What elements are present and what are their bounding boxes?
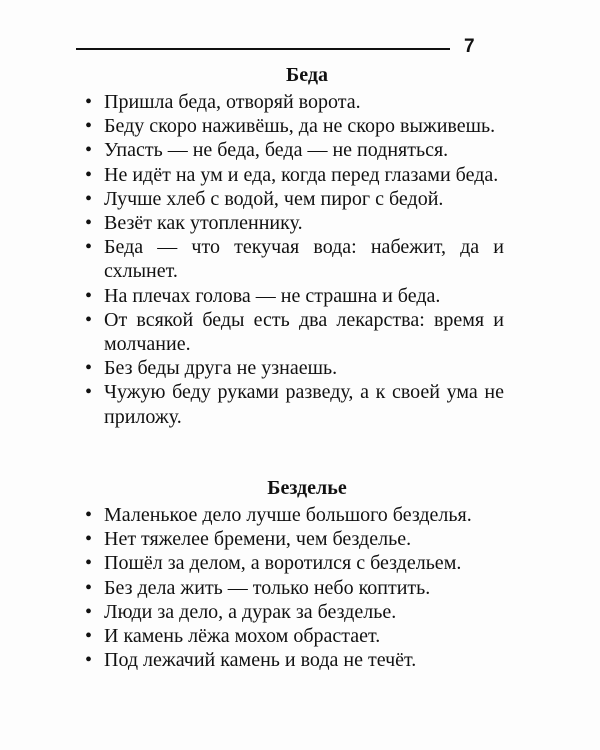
proverb-item	[84, 90, 504, 114]
bullet-icon: •	[85, 163, 93, 186]
proverb-text: На плечах голова — не страшна и беда.	[104, 284, 441, 307]
bullet-icon: •	[85, 649, 93, 672]
proverb-text: Без дела жить — только небо коптить.	[104, 576, 431, 599]
bullet-icon: •	[85, 139, 93, 162]
proverb-text: Беду скоро наживёшь, да не скоро выживешь.	[104, 115, 496, 138]
bullet-icon: •	[85, 504, 93, 526]
section-beda	[84, 62, 504, 429]
section-title: Беда	[286, 64, 328, 86]
proverb-text: Лучше хлеб с водой, чем пирог с бедой.	[104, 187, 444, 210]
section-bezdelie	[84, 475, 504, 672]
bullet-icon: •	[85, 91, 93, 113]
bullet-icon: •	[85, 212, 93, 235]
bullet-icon: •	[85, 600, 93, 623]
proverb-text: От всякой беды есть два лекарства: время и молчание.	[104, 308, 504, 356]
proverb-item	[84, 138, 504, 162]
bullet-icon: •	[85, 236, 93, 259]
bullet-icon: •	[85, 528, 93, 551]
proverb-item	[84, 380, 504, 428]
proverb-item	[84, 648, 504, 672]
proverb-text: И камень лёжа мохом обрастает.	[104, 625, 381, 648]
proverb-list	[84, 503, 504, 672]
header-rule	[76, 48, 450, 50]
proverb-item	[84, 308, 504, 356]
proverb-item	[84, 503, 504, 527]
proverb-text: Беда — что текучая вода: набежит, да и схлынет.	[104, 236, 504, 283]
proverb-text: Везёт как утопленнику.	[104, 212, 303, 235]
proverb-text: Маленькое дело лучше большого безделья.	[104, 504, 472, 526]
proverb-text: Не идёт на ум и еда, когда перед глазами беда.	[104, 163, 499, 186]
proverb-text: Пошёл за делом, а воротился с бездельем.	[104, 552, 462, 575]
proverb-text: Упасть — не беда, беда — не подняться.	[104, 139, 449, 162]
proverb-item	[84, 114, 504, 138]
bullet-icon: •	[85, 625, 93, 648]
proverb-item	[84, 551, 504, 575]
proverb-item	[84, 600, 504, 624]
proverb-item	[84, 187, 504, 211]
bullet-icon: •	[85, 357, 93, 380]
proverb-text: Нет тяжелее бремени, чем безделье.	[104, 528, 412, 551]
proverb-item	[84, 235, 504, 283]
bullet-icon: •	[85, 187, 93, 210]
proverb-list	[84, 90, 504, 429]
proverb-item	[84, 284, 504, 308]
proverb-item	[84, 211, 504, 235]
proverb-item	[84, 624, 504, 648]
bullet-icon: •	[85, 381, 93, 404]
bullet-icon: •	[85, 576, 93, 599]
proverb-text: Без беды друга не узнаешь.	[104, 357, 338, 380]
proverb-text: Люди за дело, а дурак за безделье.	[104, 600, 397, 623]
proverb-item	[84, 576, 504, 600]
proverb-item	[84, 163, 504, 187]
page-number: 7	[464, 36, 475, 57]
proverb-item	[84, 356, 504, 380]
proverb-text: Чужую беду руками разведу, а к своей ума не приложу.	[104, 381, 504, 428]
proverb-text: Под лежачий камень и вода не течёт.	[104, 649, 417, 672]
proverb-text: Пришла беда, отворяй ворота.	[104, 91, 361, 113]
proverb-item	[84, 527, 504, 551]
bullet-icon: •	[85, 115, 93, 138]
bullet-icon: •	[85, 552, 93, 575]
bullet-icon: •	[85, 284, 93, 307]
section-title: Безделье	[267, 477, 347, 499]
bullet-icon: •	[85, 308, 93, 331]
